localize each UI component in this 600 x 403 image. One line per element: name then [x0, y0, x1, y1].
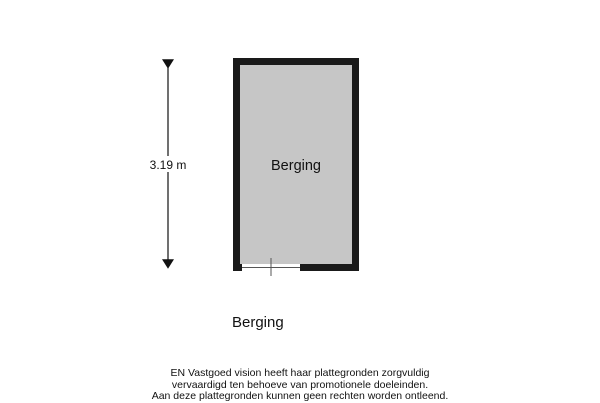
floor-caption: Berging — [232, 314, 284, 331]
room-label: Berging — [271, 158, 321, 174]
disclaimer — [0, 368, 600, 403]
disclaimer-line: Aan deze plattegronden kunnen geen rechten worden ontleend. — [151, 390, 449, 402]
dimension-label: 3.19 m — [149, 158, 187, 172]
disclaimer-line: EN Vastgoed vision heeft haar plattegronden zorgvuldig — [170, 367, 430, 379]
disclaimer-line: vervaardigd ten behoeve van promotionele doeleinden. — [171, 378, 429, 391]
